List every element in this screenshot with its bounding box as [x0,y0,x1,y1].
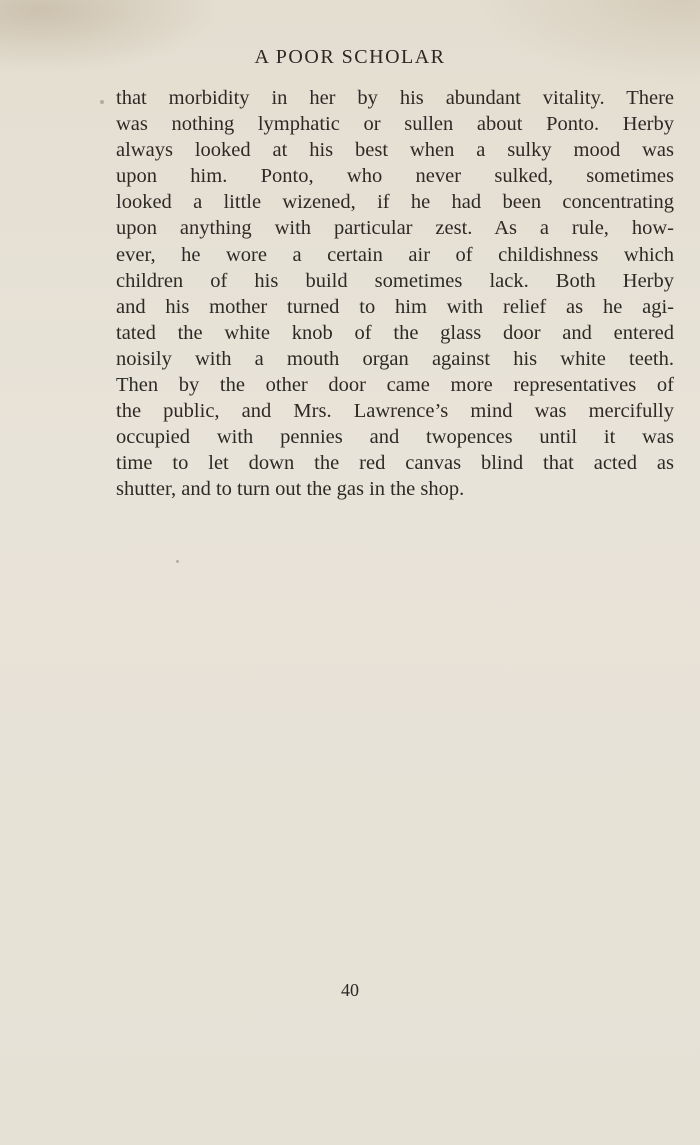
body-paragraph [116,85,674,503]
text-line: was nothing lymphatic or sullen about Ponto. Herby [116,113,674,136]
text-line: looked a little wizened, if he had been concentrating [116,191,674,214]
paper-speck [176,560,179,563]
running-head: A POOR SCHOLAR [254,46,446,68]
text-line: upon anything with particular zest. As a rule, how- [116,217,674,240]
text-line: that morbidity in her by his abundant vitality. There [116,87,674,109]
text-line: ever, he wore a certain air of childishness which [116,243,674,266]
text-line: always looked at his best when a sulky mood was [116,139,674,162]
text-line: noisily with a mouth organ against his white teeth. [116,347,674,370]
text-line: the public, and Mrs. Lawrence’s mind was mercifully [116,400,674,423]
page-number: 40 [341,980,359,1000]
text-line: tated the white knob of the glass door and entered [116,321,674,344]
paper-speck [100,100,104,104]
text-line: time to let down the red canvas blind that acted as [116,452,674,475]
text-line: shutter, and to turn out the gas in the shop. [116,478,465,501]
text-line: upon him. Ponto, who never sulked, sometimes [116,165,674,188]
text-line: children of his build sometimes lack. Both Herby [116,269,674,292]
text-line: and his mother turned to him with relief as he agi- [116,295,674,318]
text-line: Then by the other door came more representatives of [116,374,674,397]
text-line: occupied with pennies and twopences until it was [116,426,674,449]
